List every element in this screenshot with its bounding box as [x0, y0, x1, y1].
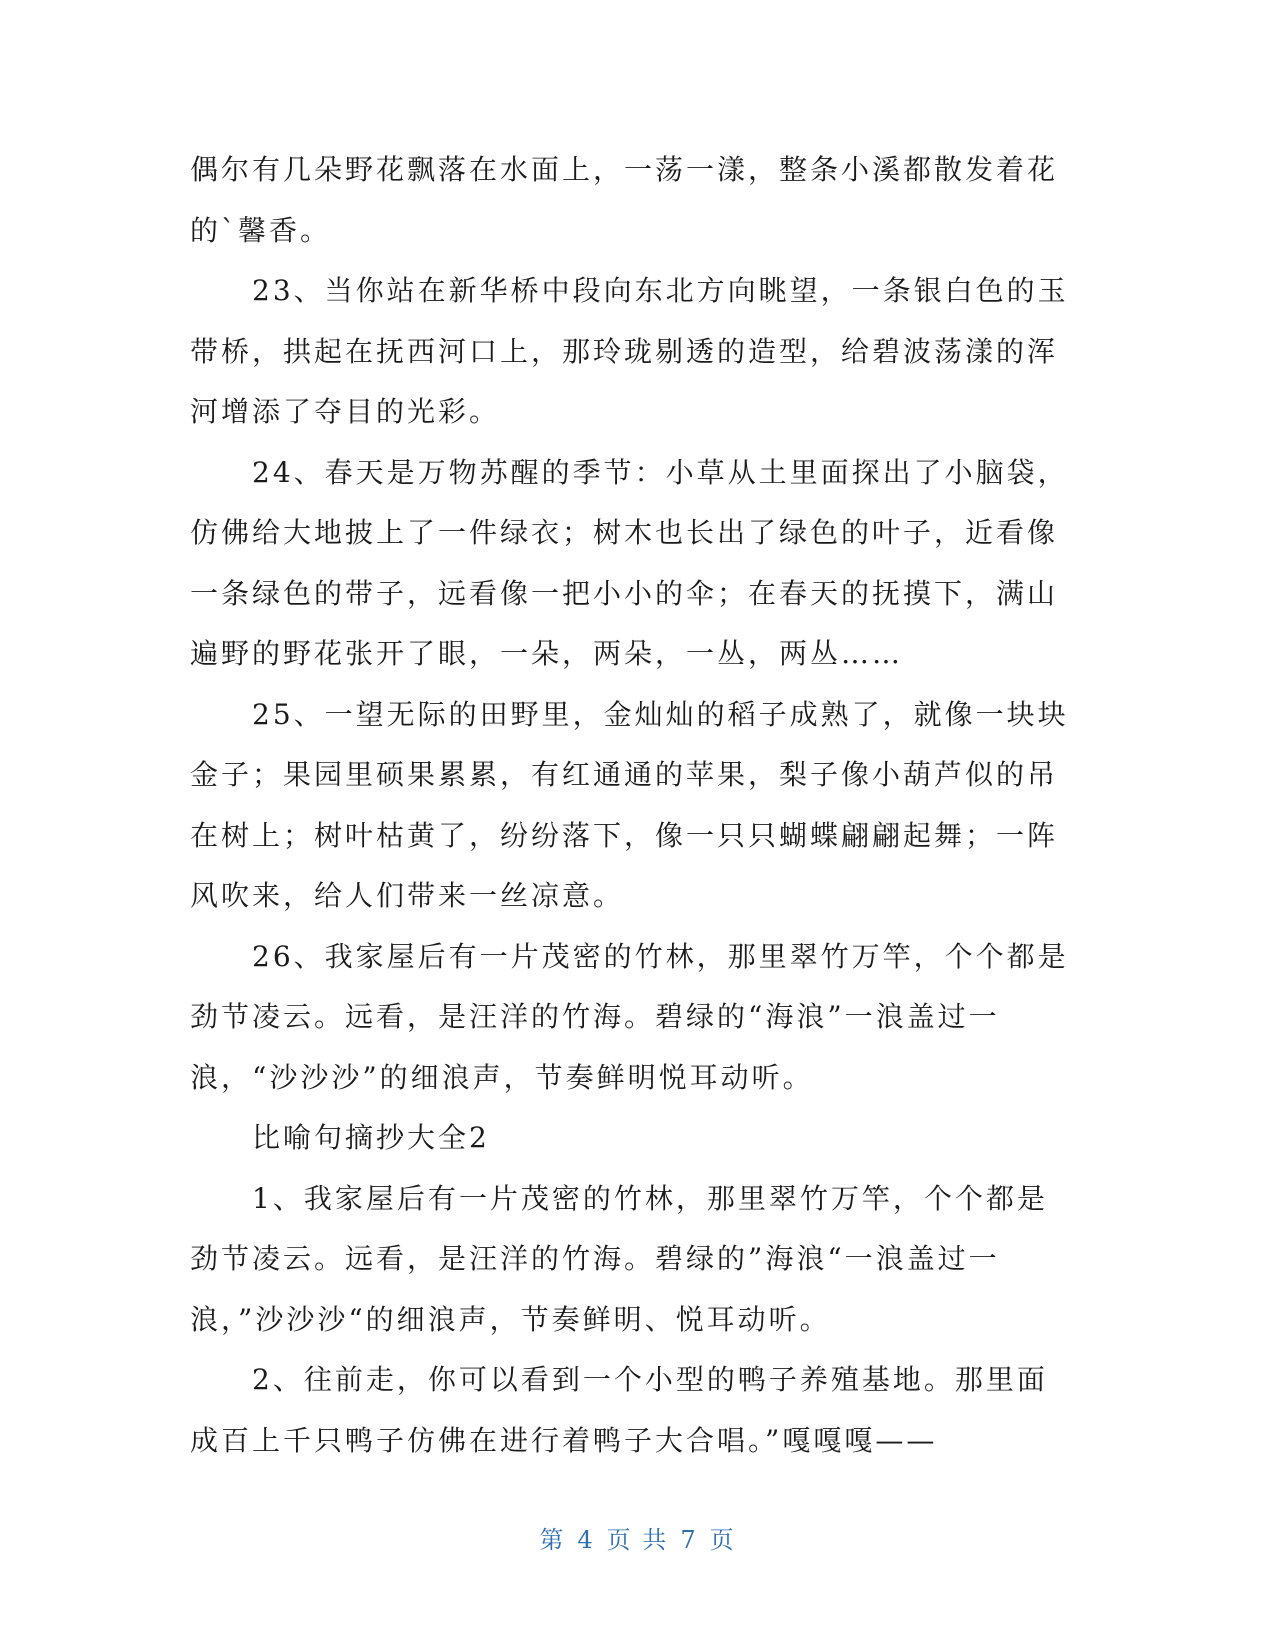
page-footer	[0, 1520, 1275, 1555]
current-page-number: 4	[577, 1526, 595, 1554]
paragraph-26: 26、我家屋后有一片茂密的竹林，那里翠竹万竿，个个都是劲节凌云。远看，是汪洋的竹海。碧绿的“海浪”一浪盖过一浪，“沙沙沙”的细浪声，节奏鲜明悦耳动听。	[190, 939, 1069, 1094]
document-body	[190, 140, 1070, 1471]
paragraph-1: 1、我家屋后有一片茂密的竹林，那里翠竹万竿，个个都是劲节凌云。远看，是汪洋的竹海。碧绿的”海浪“一浪盖过一浪，”沙沙沙“的细浪声，节奏鲜明、悦耳动听。	[190, 1181, 1048, 1336]
page-label-suffix: 页	[709, 1526, 736, 1554]
paragraph-2: 2、往前走，你可以看到一个小型的鸭子养殖基地。那里面成百上千只鸭子仿佛在进行着鸭子大合唱。”嘎嘎嘎——	[190, 1363, 1048, 1457]
total-pages-number: 7	[680, 1526, 698, 1554]
section-heading: 比喻句摘抄大全2	[252, 1121, 490, 1154]
page-label-mid: 页 共	[606, 1526, 669, 1554]
paragraph-24: 24、春天是万物苏醒的季节：小草从土里面探出了小脑袋，仿佛给大地披上了一件绿衣；树木也长出了绿色的叶子，近看像一条绿色的带子，远看像一把小小的伞；在春天的抚摸下，满山遍野的野花张开了眼，一朵，两朵，一丛，两丛……	[190, 455, 1069, 670]
paragraph-continued: 偶尔有几朵野花飘落在水面上，一荡一漾，整条小溪都散发着花的`馨香。	[190, 153, 1059, 247]
paragraph-23: 23、当你站在新华桥中段向东北方向眺望，一条银白色的玉带桥，拱起在抚西河口上，那玲珑剔透的造型，给碧波荡漾的浑河增添了夺目的光彩。	[190, 274, 1069, 428]
paragraph-25: 25、一望无际的田野里，金灿灿的稻子成熟了，就像一块块金子；果园里硕果累累，有红通通的苹果，梨子像小葫芦似的吊在树上；树叶枯黄了，纷纷落下，像一只只蝴蝶翩翩起舞；一阵风吹来，给人们带来一丝凉意。	[190, 697, 1069, 912]
page-label-prefix: 第	[539, 1526, 566, 1554]
